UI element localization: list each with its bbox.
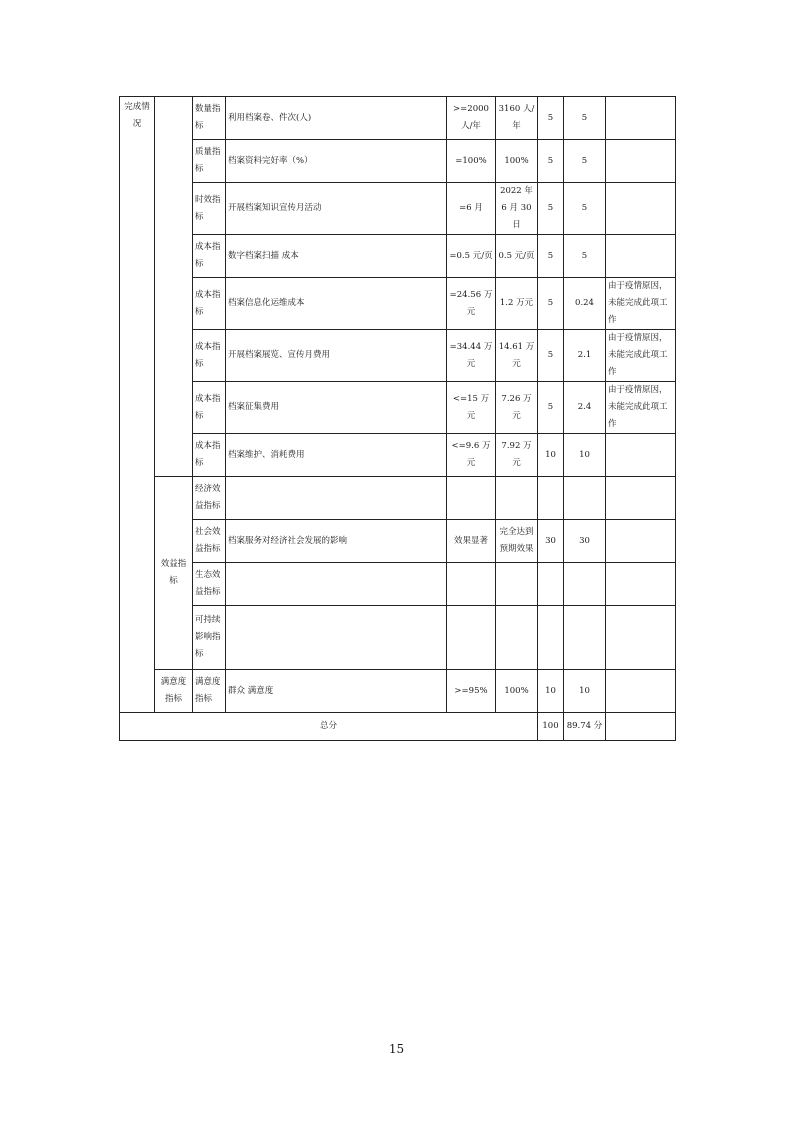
table-row [120,477,676,520]
target-cell: <=9.6 万元 [447,434,496,477]
reason-cell [606,97,676,140]
subtype-cell: 成本指标 [193,235,226,278]
subtype-cell: 成本指标 [193,382,226,434]
reason-cell [606,235,676,278]
weight-cell: 5 [538,97,564,140]
actual-cell: 14.61 万元 [496,330,538,382]
table-row [120,330,676,382]
indicator-cell: 档案资料完好率（%） [226,140,447,183]
indicator-cell: 开展档案展览、宣传月费用 [226,330,447,382]
weight-cell: 5 [538,235,564,278]
score-cell: 5 [564,97,606,140]
score-cell: 5 [564,235,606,278]
table-row [120,670,676,713]
subtype-cell: 社会效益指标 [193,520,226,563]
subtype-cell: 可持续影响指标 [193,606,226,670]
target-cell: =100% [447,140,496,183]
indicator-cell: 档案服务对经济社会发展的影响 [226,520,447,563]
table-row [120,563,676,606]
reason-cell [606,520,676,563]
actual-cell: 7.26 万元 [496,382,538,434]
benefit-group-label: 效益指标 [155,477,193,670]
subtype-cell: 成本指标 [193,434,226,477]
actual-cell: 3160 人/年 [496,97,538,140]
weight-cell: 5 [538,330,564,382]
target-cell [447,477,496,520]
score-cell [564,606,606,670]
target-cell: 效果显著 [447,520,496,563]
score-cell: 5 [564,140,606,183]
target-cell: >=2000 人/年 [447,97,496,140]
table-row [120,434,676,477]
total-reason [606,713,676,741]
indicator-cell: 数字档案扫描 成本 [226,235,447,278]
table-row [120,382,676,434]
target-cell [447,563,496,606]
weight-cell: 10 [538,434,564,477]
indicator-cell [226,477,447,520]
table-row [120,278,676,330]
score-cell [564,563,606,606]
weight-cell: 30 [538,520,564,563]
reason-cell [606,434,676,477]
weight-cell: 5 [538,140,564,183]
total-row [120,713,676,741]
subtype-cell: 生态效益指标 [193,563,226,606]
score-cell [564,477,606,520]
actual-cell [496,477,538,520]
score-cell: 30 [564,520,606,563]
indicator-cell: 利用档案卷、件次(人) [226,97,447,140]
reason-cell [606,606,676,670]
table-row [120,183,676,235]
actual-cell [496,563,538,606]
target-cell: <=15 万元 [447,382,496,434]
indicator-cell [226,606,447,670]
reason-cell: 由于疫情原因，未能完成此项工作 [606,382,676,434]
subtype-cell: 质量指标 [193,140,226,183]
subtype-cell: 满意度指标 [193,670,226,713]
performance-table [119,96,676,741]
indicator-cell: 开展档案知识宣传月活动 [226,183,447,235]
reason-cell: 由于疫情原因，未能完成此项工作 [606,330,676,382]
total-score: 89.74 分 [564,713,606,741]
subtype-cell: 成本指标 [193,330,226,382]
blank-group-cell [155,97,193,477]
reason-cell [606,563,676,606]
actual-cell: 100% [496,140,538,183]
target-cell [447,606,496,670]
subtype-cell: 成本指标 [193,278,226,330]
score-cell: 2.1 [564,330,606,382]
indicator-cell: 群众 满意度 [226,670,447,713]
indicator-cell: 档案信息化运维成本 [226,278,447,330]
actual-cell: 0.5 元/页 [496,235,538,278]
score-cell: 10 [564,434,606,477]
indicator-cell: 档案维护、消耗费用 [226,434,447,477]
reason-cell [606,140,676,183]
indicator-cell: 档案征集费用 [226,382,447,434]
score-cell: 2.4 [564,382,606,434]
completion-status-label: 完成情况 [120,97,155,713]
actual-cell: 2022 年 6 月 30 日 [496,183,538,235]
table-row [120,520,676,563]
score-cell: 5 [564,183,606,235]
subtype-cell: 数量指标 [193,97,226,140]
weight-cell [538,606,564,670]
total-weight: 100 [538,713,564,741]
reason-cell: 由于疫情原因，未能完成此项工作 [606,278,676,330]
score-cell: 0.24 [564,278,606,330]
subtype-cell: 时效指标 [193,183,226,235]
total-label: 总分 [120,713,538,741]
table-row [120,235,676,278]
reason-cell [606,477,676,520]
weight-cell: 5 [538,183,564,235]
reason-cell [606,670,676,713]
target-cell: >=95% [447,670,496,713]
target-cell: =34.44 万元 [447,330,496,382]
reason-cell [606,183,676,235]
weight-cell [538,477,564,520]
score-cell: 10 [564,670,606,713]
indicator-cell [226,563,447,606]
actual-cell: 1.2 万元 [496,278,538,330]
satisfaction-group-label: 满意度指标 [155,670,193,713]
actual-cell: 100% [496,670,538,713]
actual-cell: 7.92 万元 [496,434,538,477]
subtype-cell: 经济效益指标 [193,477,226,520]
page-number: 15 [388,1042,405,1056]
weight-cell: 5 [538,382,564,434]
weight-cell: 10 [538,670,564,713]
table-row [120,97,676,140]
actual-cell: 完全达到预期效果 [496,520,538,563]
weight-cell: 5 [538,278,564,330]
table-row [120,140,676,183]
target-cell: =0.5 元/页 [447,235,496,278]
table-row [120,606,676,670]
target-cell: =6 月 [447,183,496,235]
actual-cell [496,606,538,670]
target-cell: =24.56 万元 [447,278,496,330]
weight-cell [538,563,564,606]
